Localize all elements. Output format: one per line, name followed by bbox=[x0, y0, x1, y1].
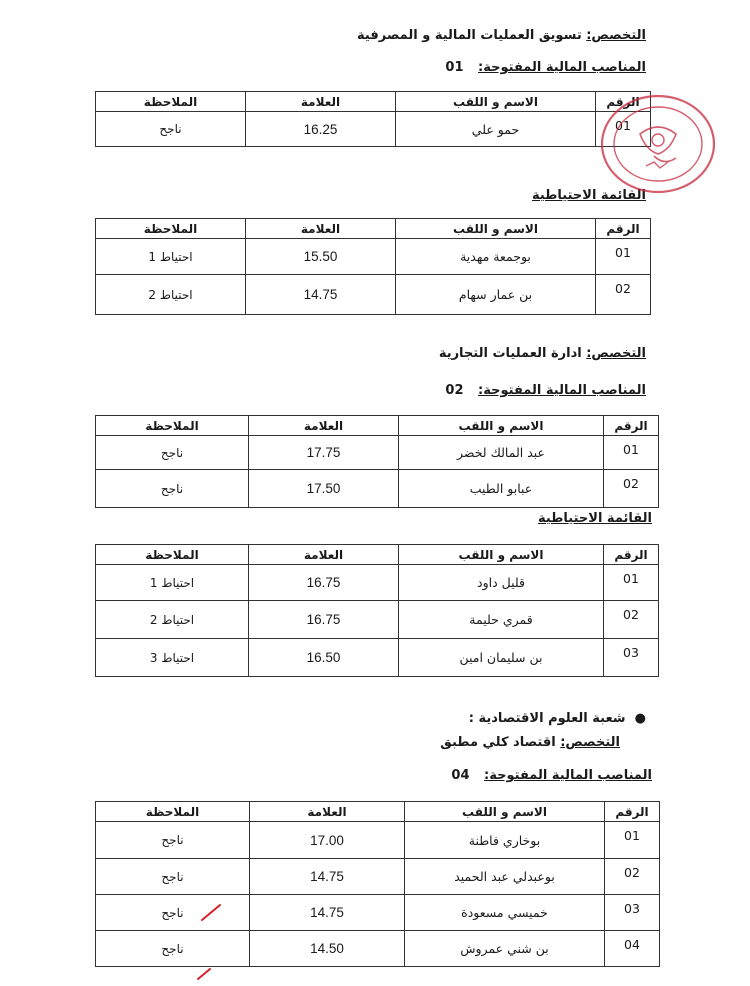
table-row bbox=[96, 895, 660, 931]
cell-score: 15.50 bbox=[246, 239, 396, 275]
cell-note: احتياط 2 bbox=[96, 275, 246, 315]
cell-score: 16.75 bbox=[249, 565, 399, 601]
col-header-note: الملاحظة bbox=[96, 416, 249, 436]
open-positions-label: المناصب المالية المفتوحة: bbox=[484, 768, 652, 783]
cell-num: 02 bbox=[596, 275, 651, 315]
cell-score: 16.25 bbox=[246, 112, 396, 147]
table-row bbox=[96, 565, 659, 601]
specialty-label: التخصص: bbox=[586, 28, 646, 43]
specialty-heading bbox=[440, 735, 620, 751]
specialty-heading bbox=[357, 28, 646, 44]
bullet-dot: ● bbox=[634, 711, 646, 726]
specialty-label: التخصص: bbox=[586, 346, 646, 361]
specialty-label: التخصص: bbox=[560, 735, 620, 750]
col-header-score: العلامة bbox=[249, 416, 399, 436]
cell-score: 14.75 bbox=[250, 859, 405, 895]
col-header-note: الملاحظة bbox=[96, 545, 249, 565]
table-row bbox=[96, 822, 660, 859]
col-header-name: الاسم و اللقب bbox=[405, 802, 605, 822]
cell-note: ناجح bbox=[96, 112, 246, 147]
cell-note: احتياط 1 bbox=[96, 565, 249, 601]
col-header-note: الملاحظة bbox=[96, 219, 246, 239]
cell-num: 03 bbox=[605, 895, 660, 931]
table-row bbox=[96, 931, 660, 967]
col-header-num: الرقم bbox=[604, 416, 659, 436]
col-header-note: الملاحظة bbox=[96, 92, 246, 112]
specialty-heading bbox=[439, 346, 646, 362]
open-positions-heading bbox=[445, 60, 646, 76]
table-header-row bbox=[96, 545, 659, 565]
table-row bbox=[96, 470, 659, 508]
cell-score: 17.00 bbox=[250, 822, 405, 859]
cell-name: عبد المالك لخضر bbox=[399, 436, 604, 470]
col-header-score: العلامة bbox=[246, 219, 396, 239]
cell-name: بن عمار سهام bbox=[396, 275, 596, 315]
cell-num: 02 bbox=[604, 601, 659, 639]
reserve-list-heading bbox=[532, 188, 646, 204]
cell-note: ناجح bbox=[96, 931, 250, 967]
col-header-score: العلامة bbox=[250, 802, 405, 822]
table-header-row bbox=[96, 416, 659, 436]
table-row bbox=[96, 275, 651, 315]
col-header-score: العلامة bbox=[246, 92, 396, 112]
cell-name: عبابو الطيب bbox=[399, 470, 604, 508]
open-positions-heading bbox=[451, 768, 652, 784]
cell-score: 17.50 bbox=[249, 470, 399, 508]
cell-score: 14.50 bbox=[250, 931, 405, 967]
specialty-name: اقتصاد كلي مطبق bbox=[440, 735, 556, 750]
table-row bbox=[96, 436, 659, 470]
specialty-name: ادارة العمليات التجارية bbox=[438, 346, 582, 361]
branch-label: شعبة العلوم الاقتصادية : bbox=[468, 711, 626, 726]
cell-name: بن شني عمروش bbox=[405, 931, 605, 967]
table-row bbox=[96, 639, 659, 677]
col-header-name: الاسم و اللقب bbox=[399, 416, 604, 436]
reserve-list-heading bbox=[538, 511, 652, 527]
cell-name: بوعبدلي عبد الحميد bbox=[405, 859, 605, 895]
col-header-num: الرقم bbox=[596, 92, 651, 112]
specialty-name: تسويق العمليات المالية و المصرفية bbox=[357, 28, 582, 43]
col-header-num: الرقم bbox=[596, 219, 651, 239]
cell-score: 17.75 bbox=[249, 436, 399, 470]
cell-note: ناجح bbox=[96, 895, 250, 931]
cell-num: 03 bbox=[604, 639, 659, 677]
reserve-list-label: القائمة الاحتياطية bbox=[531, 188, 646, 203]
cell-name: بوخاري فاطنة bbox=[405, 822, 605, 859]
table-header-row bbox=[96, 219, 651, 239]
cell-num: 01 bbox=[604, 436, 659, 470]
table-row bbox=[96, 239, 651, 275]
cell-note: احتياط 2 bbox=[96, 601, 249, 639]
open-positions-label: المناصب المالية المفتوحة: bbox=[478, 383, 646, 398]
open-positions-count: 01 bbox=[445, 60, 464, 75]
table-row bbox=[96, 601, 659, 639]
open-positions-label: المناصب المالية المفتوحة: bbox=[478, 60, 646, 75]
branch-heading bbox=[469, 711, 646, 726]
cell-num: 04 bbox=[605, 931, 660, 967]
cell-num: 01 bbox=[605, 822, 660, 859]
reserve-list-label: القائمة الاحتياطية bbox=[537, 511, 652, 526]
col-header-num: الرقم bbox=[605, 802, 660, 822]
cell-note: احتياط 3 bbox=[96, 639, 249, 677]
col-header-name: الاسم و اللقب bbox=[396, 219, 596, 239]
cell-num: 01 bbox=[596, 112, 651, 147]
cell-num: 01 bbox=[596, 239, 651, 275]
open-positions-count: 02 bbox=[445, 383, 464, 398]
col-header-num: الرقم bbox=[604, 545, 659, 565]
cell-note: ناجح bbox=[96, 470, 249, 508]
cell-score: 16.50 bbox=[249, 639, 399, 677]
open-positions-heading bbox=[445, 383, 646, 399]
col-header-note: الملاحظة bbox=[96, 802, 250, 822]
table-row bbox=[96, 859, 660, 895]
col-header-name: الاسم و اللقب bbox=[399, 545, 604, 565]
cell-name: قمري حليمة bbox=[399, 601, 604, 639]
cell-name: بن سليمان امين bbox=[399, 639, 604, 677]
table-header-row bbox=[96, 92, 651, 112]
cell-num: 02 bbox=[604, 470, 659, 508]
table-header-row bbox=[96, 802, 660, 822]
cell-score: 16.75 bbox=[249, 601, 399, 639]
reserve-table bbox=[95, 544, 659, 677]
table-row bbox=[96, 112, 651, 147]
cell-name: قليل داود bbox=[399, 565, 604, 601]
cell-note: ناجح bbox=[96, 859, 250, 895]
results-table bbox=[95, 415, 659, 508]
open-positions-count: 04 bbox=[451, 768, 470, 783]
cell-num: 01 bbox=[604, 565, 659, 601]
col-header-score: العلامة bbox=[249, 545, 399, 565]
cell-name: خميسي مسعودة bbox=[405, 895, 605, 931]
cell-name: بوجمعة مهدية bbox=[396, 239, 596, 275]
results-table bbox=[95, 91, 651, 147]
cell-num: 02 bbox=[605, 859, 660, 895]
cell-name: حمو علي bbox=[396, 112, 596, 147]
cell-note: احتياط 1 bbox=[96, 239, 246, 275]
cell-score: 14.75 bbox=[246, 275, 396, 315]
cell-note: ناجح bbox=[96, 822, 250, 859]
results-table bbox=[95, 801, 660, 967]
cell-note: ناجح bbox=[96, 436, 249, 470]
col-header-name: الاسم و اللقب bbox=[396, 92, 596, 112]
reserve-table bbox=[95, 218, 651, 315]
cell-score: 14.75 bbox=[250, 895, 405, 931]
